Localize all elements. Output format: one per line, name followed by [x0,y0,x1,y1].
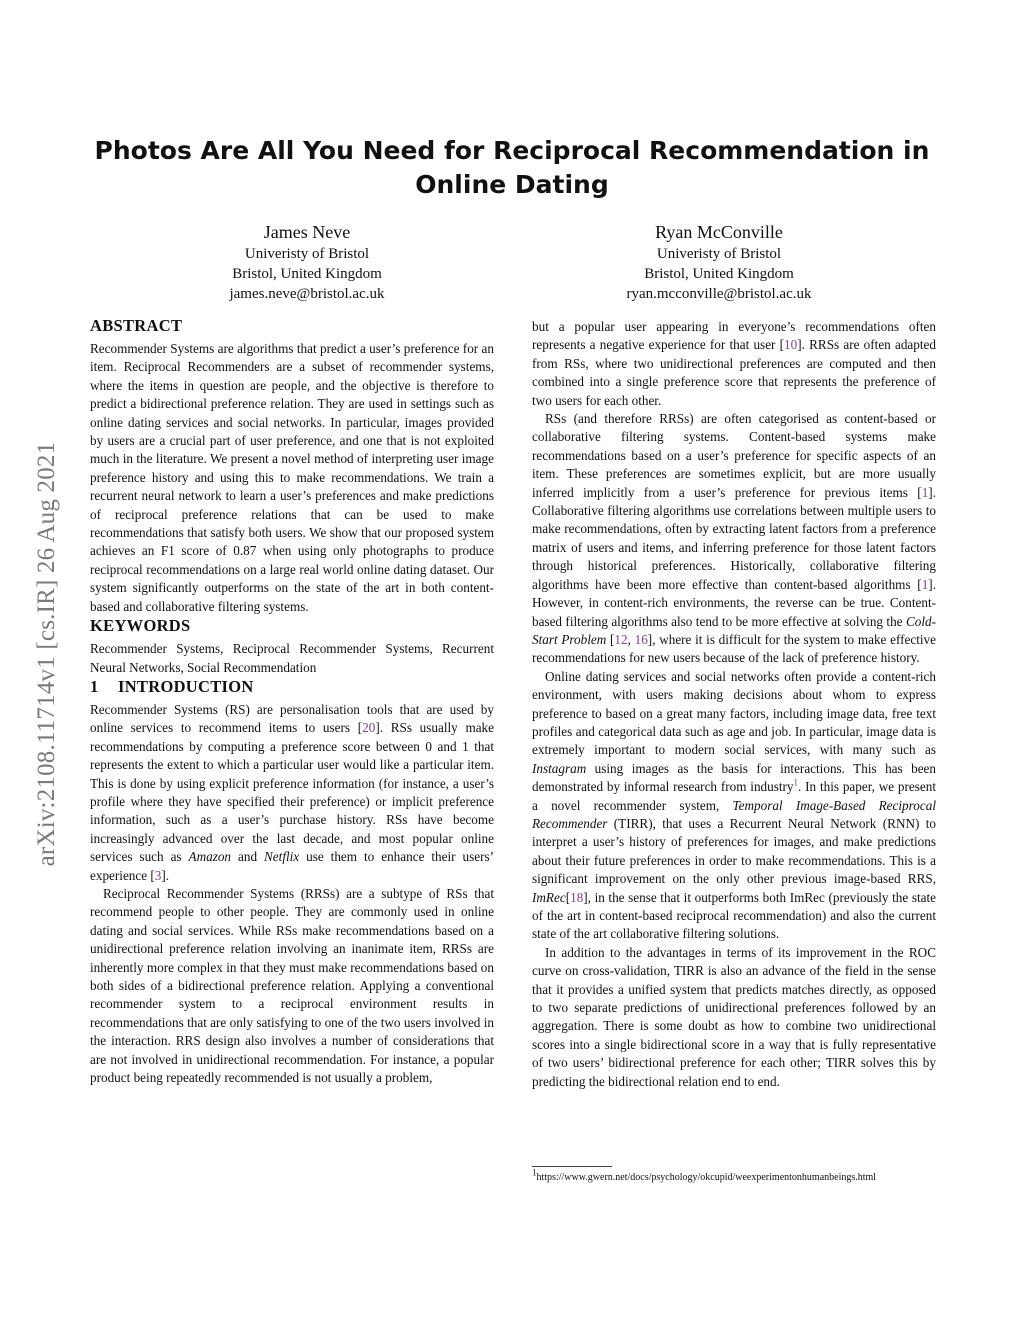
right-paragraph-2: RSs (and therefore RRSs) are often categorised as content-based or collaborative filtering systems. Content-based systems make recommendations based on a user’s preference for specific aspects of an item. These preferences are sometimes explicit, but are more usually inferred implicitly from a user’s preference for previous items [1]. Collaborative filtering algorithms use correlations between multiple users to make recommendations, often by extracting latent factors from a preference matrix of users and items, and inferring preference for those latent factors through historical preferences. Historically, collaborative filtering algorithms have been more effective than content-based algorithms [1]. However, in content-rich environments, the reverse can be true. Content-based filtering algorithms also tend to be more effective at solving the Cold-Start Problem [12, 16], where it is difficult for the system to make effective recommendations for new users because of the lack of preference history. [532,411,936,666]
author-block-1 [157,220,457,304]
intro-heading [90,677,494,697]
keywords-heading: KEYWORDS [90,616,191,636]
paper-title: Photos Are All You Need for Reciprocal Recommendation in Online Dating [94,136,930,199]
intro-paragraph-1: Recommender Systems (RS) are personalisation tools that are used by online services to recommend items to users [20]. RSs usually make recommendations by computing a preference score between 0 and 1 that represents the extent to which a particular user would like a particular item. This is done by using explicit preference information (for instance, a user’s profile where they have specified their preference) or implicit preference information, such as a user’s purchase history. RSs have become increasingly advanced over the last decade, and most popular online services such as Amazon and Netflix use them to enhance their users’ experience [3]. [90,701,495,883]
footnote [532,1167,952,1185]
citation-link[interactable]: 20 [362,720,376,736]
abstract-text: Recommender Systems are algorithms that predict a user’s preference for an item. Reciprocal Recommenders are a subset of recommender systems, where the items in question are people, and the objective is therefore to predict a bidirectional preference relation. They are used in settings such as online dating services and social networks. In particular, images provided by users are a crucial part of user preference, and one that is not exploited much in the literature. We present a novel method of interpreting user image preference history and using this to make recommendations. We train a recurrent neural network to learn a user’s preferences and make predictions of reciprocal preference relations that can be used to make recommendations that satisfy both users. We show that our proposed system achieves an F1 score of 0.87 when using only photographs to produce reciprocal recommendations on a large real world online dating dataset. Our system significantly outperforms on the state of the art in both content-based and collaborative filtering systems. [90,341,494,614]
intro-paragraph-2: Reciprocal Recommender Systems (RRSs) are a subtype of RSs that recommend people to other people. They are commonly used in online dating and social services. While RSs make recommendations based on a unidirectional preference relation involving an inanimate item, RRSs are inherently more complex in that they must make recommendations based on both sides of a bidirectional preference relation. Applying a conventional recommender system to a reciprocal environment results in recommendations that are only satisfying to one of the two users involved in the interaction. RRS design also involves a number of considerations that are not involved in unidirectional recommendation. For instance, a popular product being repeatedly recommended is not usually a problem, [90,885,494,1086]
abstract-heading: ABSTRACT [90,316,183,335]
citation-link[interactable]: 16 [634,631,648,647]
arxiv-stamp: arXiv:2108.11714v1 [cs.IR] 26 Aug 2021 [33,441,60,867]
footnote-number: 1 [532,1167,537,1178]
citation-link[interactable]: 1 [921,484,929,500]
citation-link[interactable]: 10 [784,337,798,353]
author-affiliation: Univeristy of Bristol [656,246,782,262]
right-paragraph-1: but a popular user appearing in everyone’s recommendations often represents a negative experience for that user [10]. RRSs are often adapted from RSs, where two unidirectional preferences are computed and then combined into a single preference score that represents the preference of two users for each other. [532,319,936,408]
citation-link[interactable]: 3 [154,867,162,883]
author-name: Ryan McConville [655,222,783,242]
citation-link[interactable]: 12 [614,631,628,647]
author-affiliation: Univeristy of Bristol [244,246,370,262]
citation-link[interactable]: 18 [570,889,584,905]
right-paragraph-3: Online dating services and social networks often provide a content-rich environment, with users making decisions about whom to express preference to based on a great many factors, including image data, free text profiles and categorical data such as age and job. In particular, image data is extremely important to modern social services, with many such as Instagram using images as the basis for interactions. This has been demonstrated by informal research from industry$^1$. In this paper, we present a novel recommender system, Temporal Image-Based Reciprocal Recommender (TIRR), that uses a Recurrent Neural Network (RNN) to interpret a user’s history of preferences for images, and make predictions about their future preferences in order to make recommendations. This is a significant improvement on the only other previous image-based RRS, ImRec[18], in the sense that it outperforms both ImRec (previously the state of the art in content-based reciprocal recommendation) and also the current state of the art collaborative filtering solutions. [532,668,936,942]
author-name: James Neve [263,222,351,242]
author-email: james.neve@bristol.ac.uk [229,286,385,302]
section-number: 1 [90,676,99,696]
author-email: ryan.mcconville@bristol.ac.uk [626,286,812,302]
footnote-marker[interactable]: 1 [793,777,799,788]
author-block-2 [569,220,869,304]
footnote-url[interactable]: https://www.gwern.net/docs/psychology/okcupid/weexperimentonhumanbeings.html [536,1172,877,1183]
author-location: Bristol, United Kingdom [232,266,382,282]
citation-link[interactable]: 1 [921,576,929,592]
author-location: Bristol, United Kingdom [644,266,794,282]
right-column [532,318,936,1091]
footnote-divider [532,1166,612,1167]
section-title: INTRODUCTION [118,676,254,696]
keywords-text: Recommender Systems, Reciprocal Recommender Systems, Recurrent Neural Networks, Social Recommendation [90,641,494,675]
left-column [90,316,494,1087]
right-paragraph-4: In addition to the advantages in terms of its improvement in the ROC curve on cross-validation, TIRR is also an advance of the field in the sense that it provides a unified system that predicts matches directly, as opposed to two separate predictions of unidirectional preferences followed by an aggregation. There is some doubt as how to combine two unidirectional scores into a single bidirectional score in a way that is fully representative of two users’ bidirectional preference for each other; TIRR solves this by predicting the bidirectional relation end to end. [532,944,936,1089]
